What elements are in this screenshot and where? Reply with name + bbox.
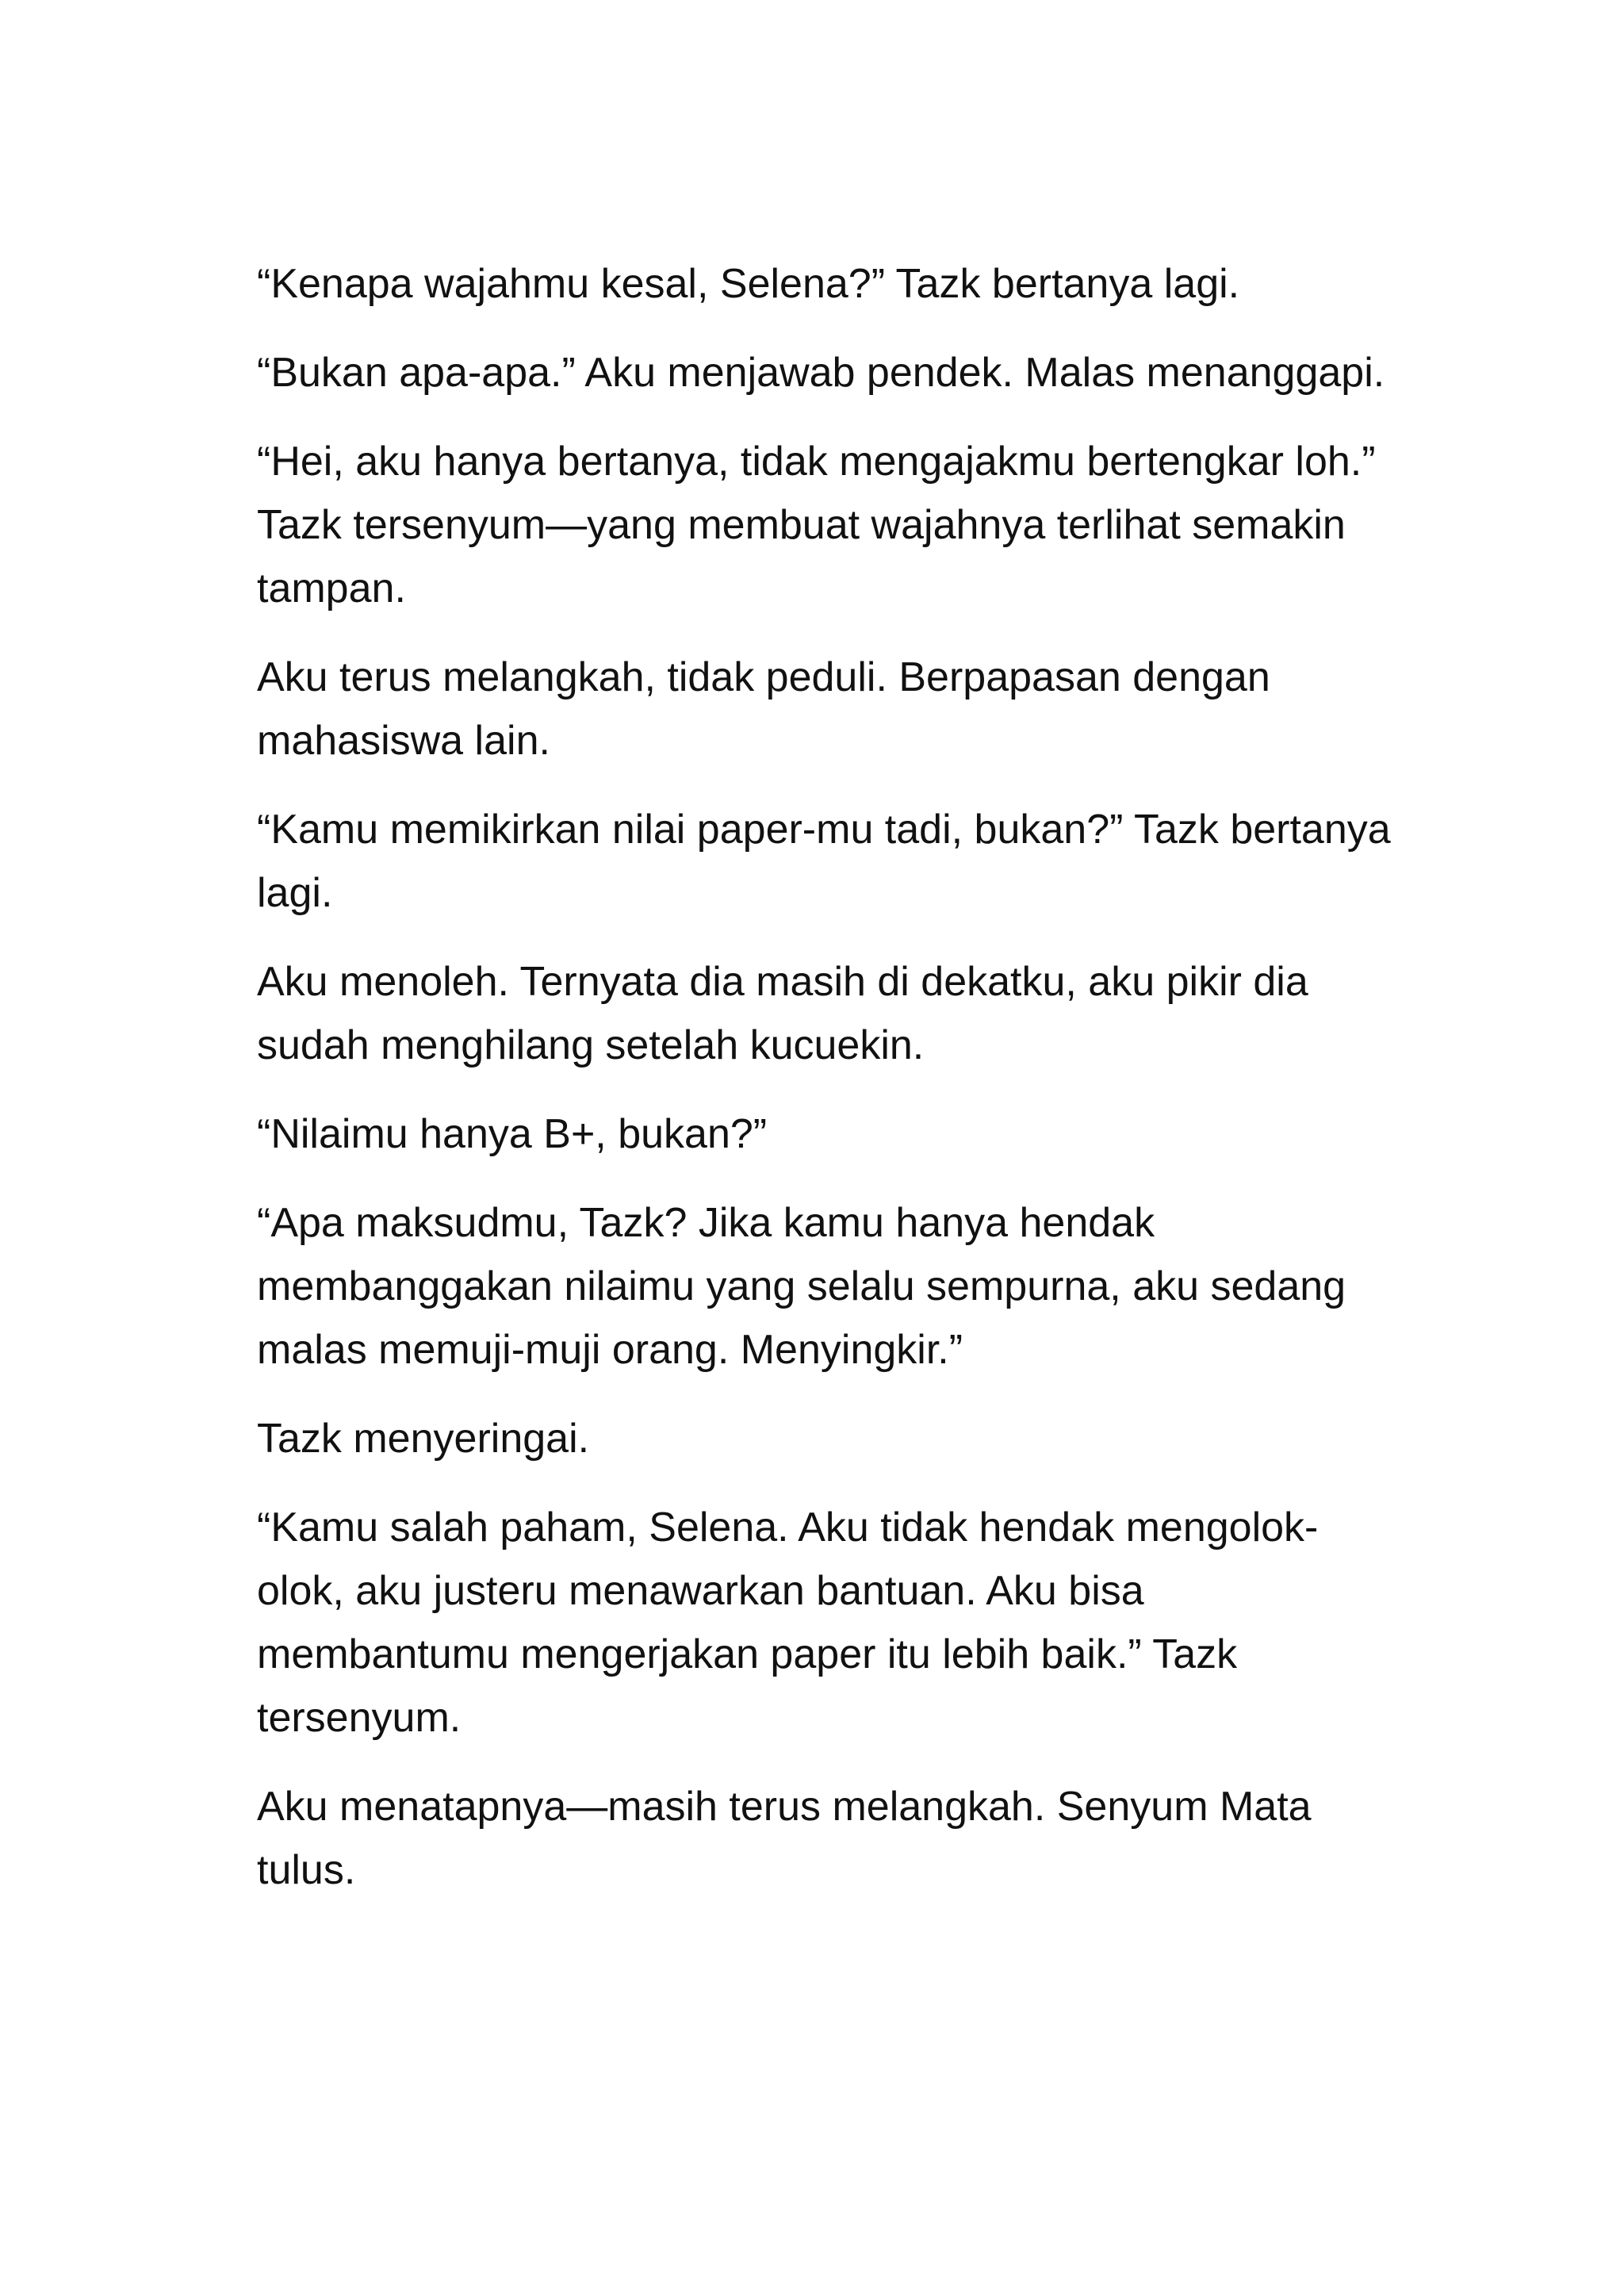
document-body: [257, 252, 1391, 1902]
paragraph-5: “Kamu memikirkan nilai paper-mu tadi, bukan?” Tazk bertanya lagi.: [257, 807, 1391, 916]
paragraph-4: Aku terus melangkah, tidak peduli. Berpapasan dengan mahasiswa lain.: [257, 654, 1270, 764]
paragraph-2: “Bukan apa-apa.” Aku menjawab pendek. Malas menanggapi.: [257, 350, 1385, 396]
paragraph-1: “Kenapa wajahmu kesal, Selena?” Tazk bertanya lagi.: [257, 261, 1240, 307]
paragraph-3: “Hei, aku hanya bertanya, tidak mengajakmu bertengkar loh.” Tazk tersenyum—yang membuat wajahnya terlihat semakin tampan.: [257, 439, 1376, 611]
paragraph-8: “Apa maksudmu, Tazk? Jika kamu hanya hendak membanggakan nilaimu yang selalu sempurna, aku sedang malas memuji-muji orang. Menyingkir.”: [257, 1200, 1346, 1373]
paragraph-7: “Nilaimu hanya B+, bukan?”: [257, 1111, 768, 1157]
paragraph-10: “Kamu salah paham, Selena. Aku tidak hendak mengolok-olok, aku justeru menawarkan bantuan. Aku bisa membantumu mengerjakan paper itu lebih baik.” Tazk tersenyum.: [257, 1504, 1319, 1741]
paragraph-11: Aku menatapnya—masih terus melangkah. Senyum Mata tulus.: [257, 1784, 1312, 1893]
paragraph-6: Aku menoleh. Ternyata dia masih di dekatku, aku pikir dia sudah menghilang setelah kucuekin.: [257, 959, 1308, 1068]
paragraph-9: Tazk menyeringai.: [257, 1416, 590, 1462]
